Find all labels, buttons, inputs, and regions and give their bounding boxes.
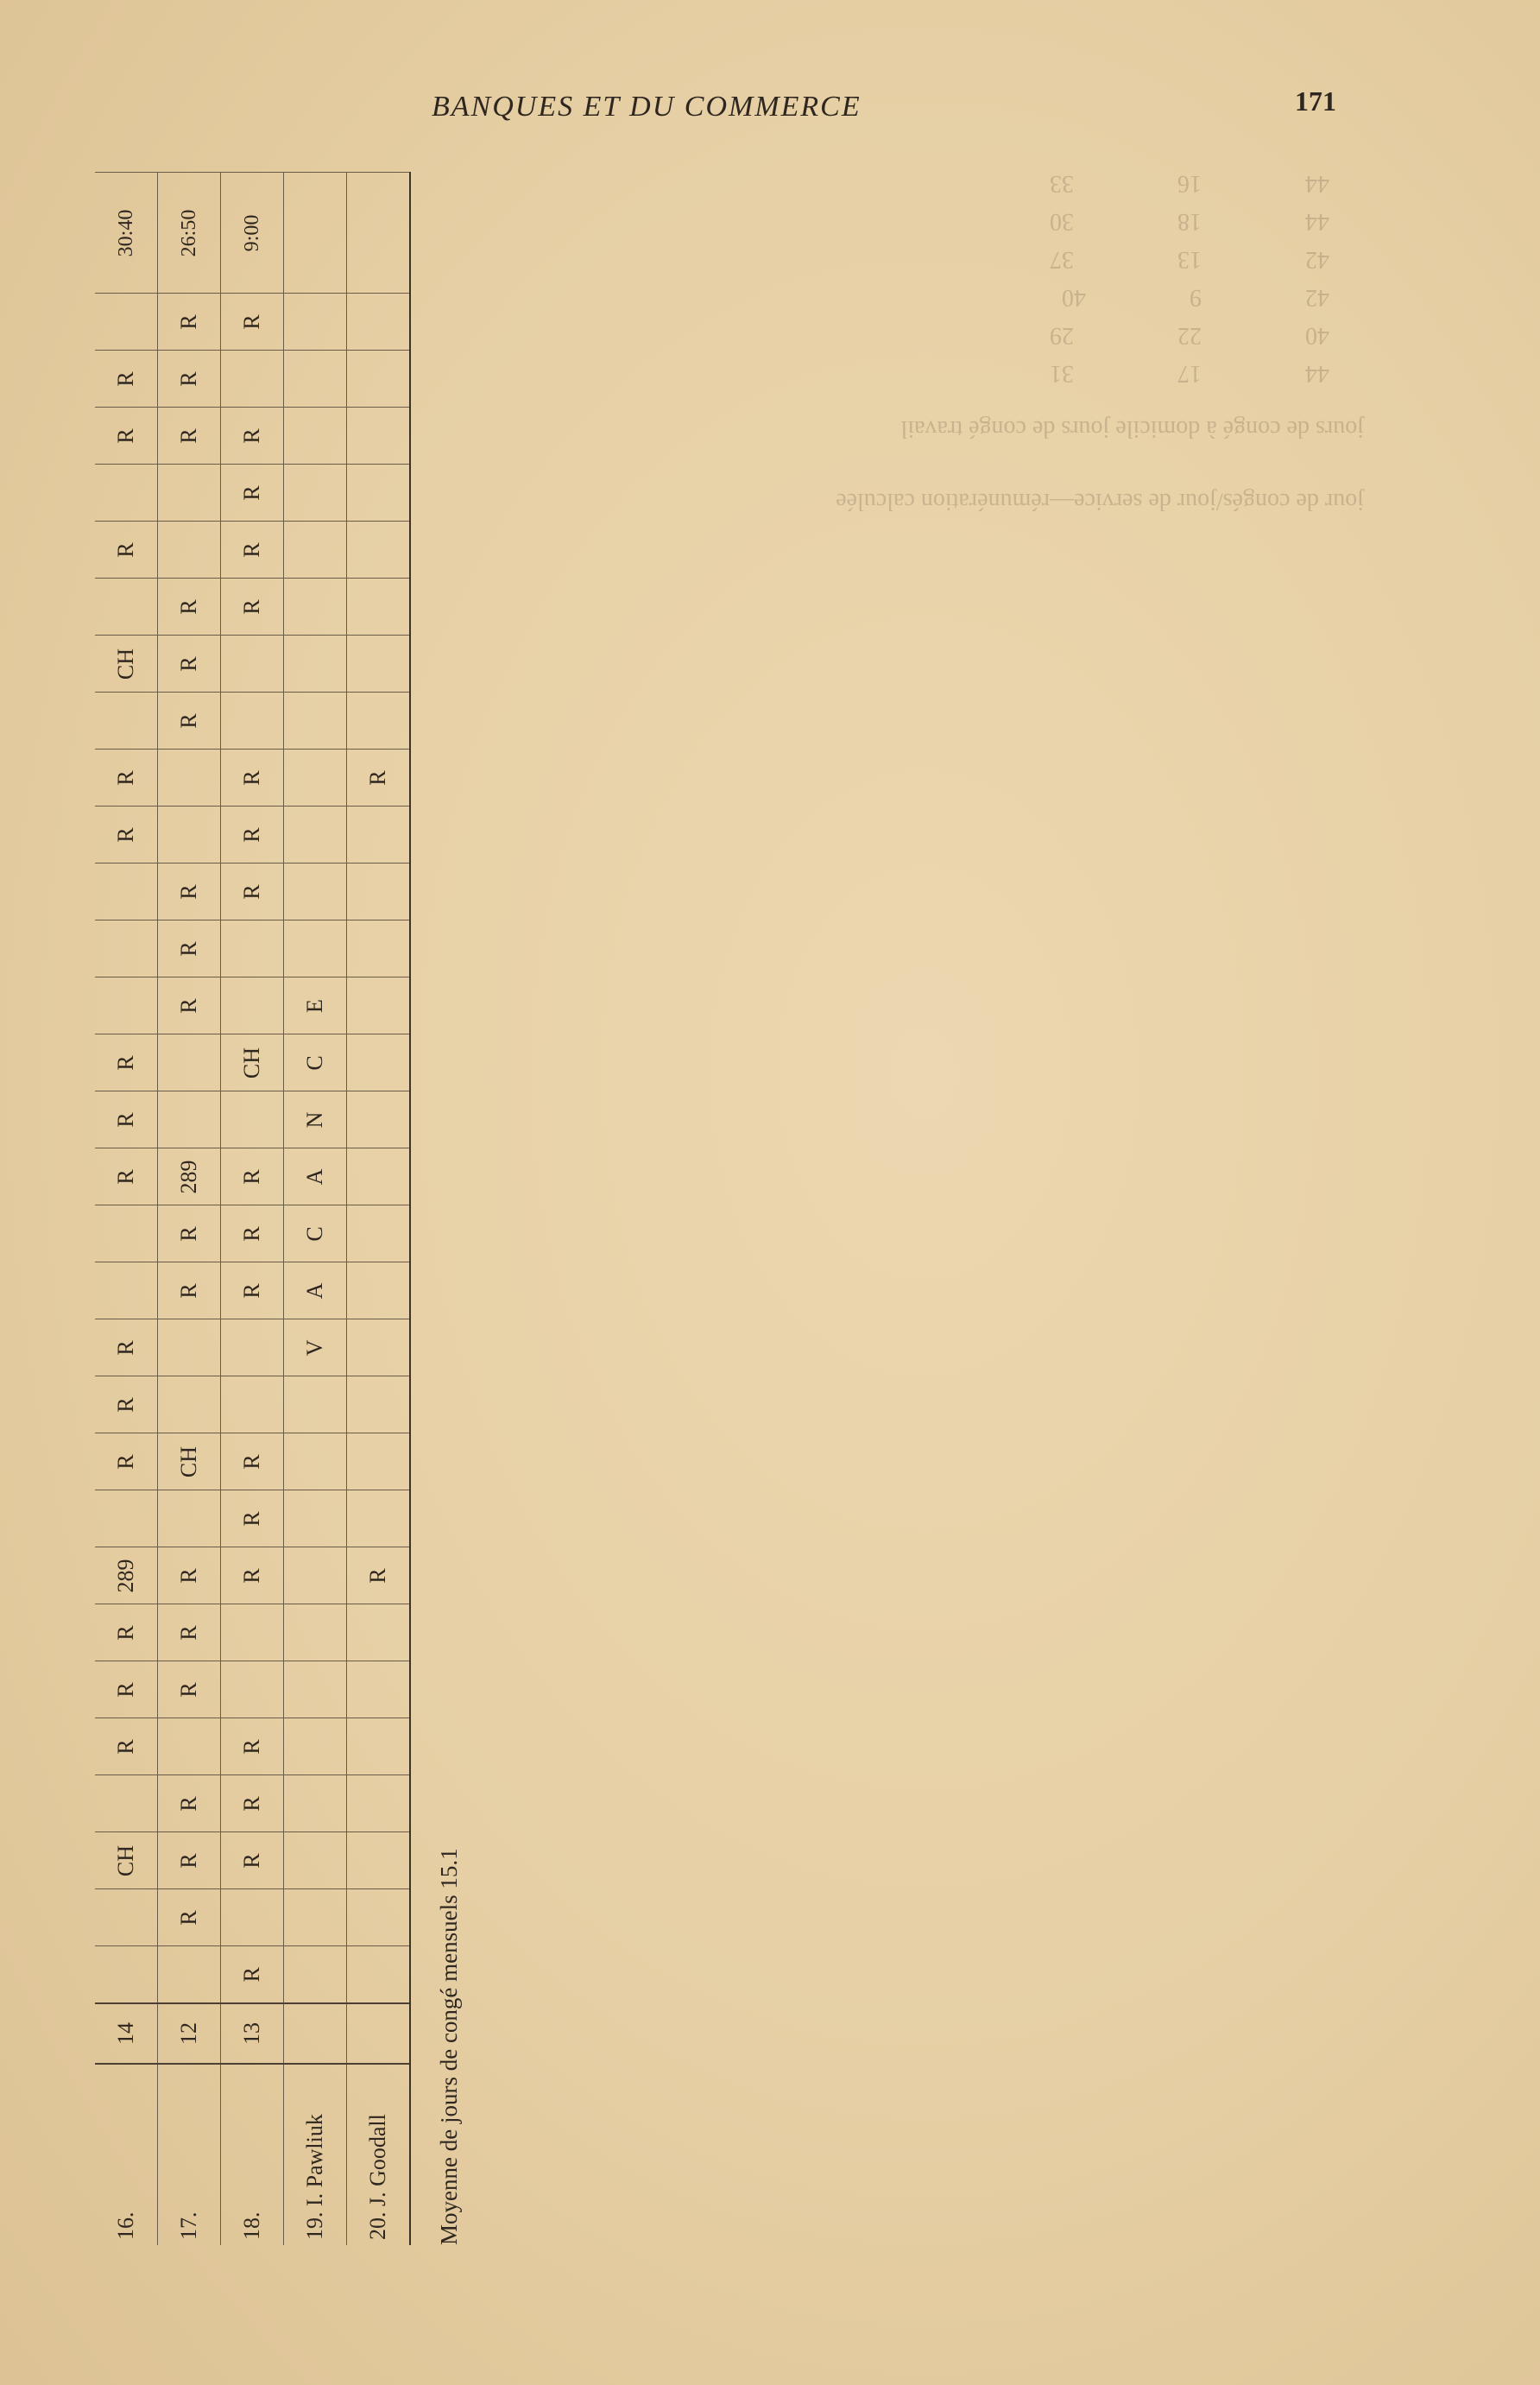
day-cell: [284, 920, 347, 977]
day-cell: [284, 1547, 347, 1604]
day-cell: R: [158, 693, 221, 750]
day-cell: R: [158, 1547, 221, 1604]
day-cell: R: [158, 1661, 221, 1718]
day-cell: CH: [158, 1433, 221, 1490]
bleed-row: [414, 240, 1329, 278]
bleed-value: 42: [1305, 284, 1329, 311]
day-cell: [158, 1034, 221, 1091]
day-cell: [158, 1718, 221, 1775]
day-cell: [284, 579, 347, 636]
day-cell: [284, 408, 347, 465]
day-cell: [347, 1319, 411, 1376]
row-total: [284, 173, 347, 294]
bleed-value: 22: [1177, 322, 1202, 349]
day-cell: [284, 1718, 347, 1775]
bleed-value: 13: [1177, 246, 1202, 273]
day-cell: [347, 351, 411, 408]
day-cell: [158, 807, 221, 864]
day-cell: [221, 977, 284, 1034]
rotated-attendance-table: [95, 173, 509, 2245]
day-cell: [347, 294, 411, 351]
day-cell: [347, 1262, 411, 1319]
bleed-value: 18: [1177, 208, 1202, 235]
day-cell: [221, 351, 284, 408]
bleed-heading: jour de congés/jour de service—rémunération calculée: [836, 488, 1364, 515]
day-cell: R: [95, 750, 158, 807]
day-cell: [284, 636, 347, 693]
day-cell: [284, 1490, 347, 1547]
day-cell: [95, 693, 158, 750]
row-total: 9:00: [221, 173, 284, 294]
day-cell: R: [95, 522, 158, 579]
attendance-table: [95, 173, 411, 2246]
day-cell: [347, 1490, 411, 1547]
day-cell: R: [158, 579, 221, 636]
row-label: 18.: [221, 2064, 284, 2245]
day-cell: R: [158, 920, 221, 977]
day-cell: [95, 1775, 158, 1832]
day-cell: [347, 977, 411, 1034]
day-cell: [95, 1889, 158, 1946]
day-cell: R: [158, 351, 221, 408]
running-head: [0, 85, 1540, 134]
day-cell: R: [221, 408, 284, 465]
day-cell: [95, 1490, 158, 1547]
day-cell: [95, 1205, 158, 1262]
day-cell: R: [221, 1490, 284, 1547]
bleed-subheading: jours de congé à domicile jours de congé travail: [900, 415, 1364, 442]
day-cell: N: [284, 1091, 347, 1148]
day-cell: [347, 1205, 411, 1262]
day-cell: [284, 807, 347, 864]
day-cell: [347, 1433, 411, 1490]
page-number: 171: [1295, 85, 1336, 117]
day-cell: [221, 1091, 284, 1148]
day-cell: R: [221, 807, 284, 864]
day-cell: R: [158, 1205, 221, 1262]
day-cell: CH: [221, 1034, 284, 1091]
day-cell: R: [221, 1946, 284, 2003]
bleed-value: 29: [1050, 322, 1074, 349]
day-cell: [221, 636, 284, 693]
bleed-row: [414, 164, 1329, 202]
day-cell: [158, 750, 221, 807]
day-cell: R: [221, 1547, 284, 1604]
day-cell: [347, 408, 411, 465]
day-cell: R: [95, 1376, 158, 1433]
row-number: 13: [221, 2003, 284, 2064]
day-cell: [284, 522, 347, 579]
day-cell: CH: [95, 1832, 158, 1889]
day-cell: R: [95, 1661, 158, 1718]
day-cell: E: [284, 977, 347, 1034]
day-cell: [284, 1889, 347, 1946]
day-cell: R: [158, 1832, 221, 1889]
day-cell: [158, 1490, 221, 1547]
day-cell: C: [284, 1205, 347, 1262]
day-cell: V: [284, 1319, 347, 1376]
day-cell: R: [221, 1205, 284, 1262]
day-cell: [347, 1775, 411, 1832]
day-cell: R: [221, 1775, 284, 1832]
day-cell: R: [221, 1433, 284, 1490]
day-cell: R: [221, 1718, 284, 1775]
day-cell: R: [221, 465, 284, 522]
day-cell: R: [95, 1034, 158, 1091]
day-cell: [95, 579, 158, 636]
day-cell: [95, 920, 158, 977]
day-cell: R: [158, 977, 221, 1034]
day-cell: R: [221, 294, 284, 351]
table-row: [221, 173, 284, 2245]
day-cell: [158, 465, 221, 522]
bleed-value: 44: [1305, 170, 1329, 197]
row-label: 16.: [95, 2064, 158, 2245]
day-cell: [347, 864, 411, 920]
day-cell: [284, 1832, 347, 1889]
day-cell: [347, 1376, 411, 1433]
day-cell: A: [284, 1148, 347, 1205]
day-cell: [95, 977, 158, 1034]
day-cell: [221, 1889, 284, 1946]
day-cell: [347, 1718, 411, 1775]
day-cell: [158, 1091, 221, 1148]
day-cell: R: [158, 636, 221, 693]
bleed-rows: [414, 164, 1364, 392]
day-cell: [95, 294, 158, 351]
running-title: BANQUES ET DU COMMERCE: [432, 91, 862, 123]
day-cell: [347, 1091, 411, 1148]
day-cell: [347, 636, 411, 693]
day-cell: [347, 920, 411, 977]
day-cell: [284, 1604, 347, 1661]
day-cell: [347, 1889, 411, 1946]
day-cell: 289: [158, 1148, 221, 1205]
day-cell: [284, 1376, 347, 1433]
row-total: [347, 173, 411, 294]
bleed-row: [414, 278, 1329, 316]
day-cell: [284, 1775, 347, 1832]
bleed-value: 31: [1050, 360, 1074, 387]
day-cell: [221, 1661, 284, 1718]
day-cell: R: [221, 579, 284, 636]
day-cell: [158, 1319, 221, 1376]
day-cell: [347, 522, 411, 579]
day-cell: R: [221, 1148, 284, 1205]
bleed-value: 33: [1050, 170, 1074, 197]
day-cell: [158, 522, 221, 579]
day-cell: [158, 1376, 221, 1433]
bleed-value: 40: [1305, 322, 1329, 349]
day-cell: R: [95, 1433, 158, 1490]
bleed-value: 17: [1177, 360, 1202, 387]
day-cell: R: [158, 1604, 221, 1661]
day-cell: [284, 864, 347, 920]
day-cell: R: [221, 1262, 284, 1319]
day-cell: [347, 579, 411, 636]
day-cell: R: [347, 750, 411, 807]
reverse-side-bleed: [414, 164, 1364, 520]
day-cell: [347, 1832, 411, 1889]
day-cell: [347, 807, 411, 864]
table-row: [284, 173, 347, 2245]
day-cell: [95, 864, 158, 920]
day-cell: [221, 693, 284, 750]
day-cell: [347, 1034, 411, 1091]
day-cell: R: [158, 408, 221, 465]
day-cell: A: [284, 1262, 347, 1319]
day-cell: 289: [95, 1547, 158, 1604]
day-cell: [347, 1946, 411, 2003]
row-label: 19. I. Pawliuk: [284, 2064, 347, 2245]
day-cell: R: [95, 1604, 158, 1661]
day-cell: R: [95, 351, 158, 408]
bleed-value: 42: [1305, 246, 1329, 273]
day-cell: [95, 1262, 158, 1319]
day-cell: R: [221, 750, 284, 807]
bleed-value: 30: [1050, 208, 1074, 235]
day-cell: [221, 1319, 284, 1376]
day-cell: R: [158, 1889, 221, 1946]
bleed-row: [414, 316, 1329, 354]
day-cell: [221, 1604, 284, 1661]
bleed-value: 37: [1050, 246, 1074, 273]
day-cell: R: [95, 408, 158, 465]
day-cell: R: [95, 807, 158, 864]
row-number: [284, 2003, 347, 2064]
day-cell: [284, 693, 347, 750]
day-cell: [284, 465, 347, 522]
bleed-value: 9: [1190, 284, 1202, 311]
day-cell: R: [347, 1547, 411, 1604]
day-cell: [95, 465, 158, 522]
day-cell: [347, 693, 411, 750]
day-cell: [347, 1661, 411, 1718]
day-cell: [347, 1604, 411, 1661]
table-row: [158, 173, 221, 2245]
day-cell: [95, 1946, 158, 2003]
row-label: 17.: [158, 2064, 221, 2245]
day-cell: [347, 465, 411, 522]
row-number: [347, 2003, 411, 2064]
day-cell: [347, 1148, 411, 1205]
day-cell: [284, 1661, 347, 1718]
bleed-value: 40: [1062, 284, 1086, 311]
bleed-value: 44: [1305, 208, 1329, 235]
day-cell: [284, 1433, 347, 1490]
day-cell: R: [221, 1832, 284, 1889]
row-total: 30:40: [95, 173, 158, 294]
day-cell: [158, 1946, 221, 2003]
day-cell: R: [158, 1262, 221, 1319]
day-cell: R: [95, 1091, 158, 1148]
day-cell: R: [158, 294, 221, 351]
day-cell: R: [95, 1718, 158, 1775]
monthly-average-note: Moyenne de jours de congé mensuels 15.1: [436, 1848, 462, 2245]
bleed-row: [414, 202, 1329, 240]
day-cell: [284, 351, 347, 408]
row-number: 12: [158, 2003, 221, 2064]
bleed-value: 16: [1177, 170, 1202, 197]
table-row: [347, 173, 411, 2245]
day-cell: [284, 750, 347, 807]
day-cell: R: [95, 1148, 158, 1205]
day-cell: R: [95, 1319, 158, 1376]
day-cell: [221, 1376, 284, 1433]
day-cell: [284, 294, 347, 351]
day-cell: R: [158, 1775, 221, 1832]
day-cell: R: [221, 864, 284, 920]
bleed-row: [414, 354, 1329, 392]
bleed-value: 44: [1305, 360, 1329, 387]
day-cell: [221, 920, 284, 977]
day-cell: [284, 1946, 347, 2003]
day-cell: R: [158, 864, 221, 920]
row-label: 20. J. Goodall: [347, 2064, 411, 2245]
day-cell: C: [284, 1034, 347, 1091]
day-cell: R: [221, 522, 284, 579]
row-number: 14: [95, 2003, 158, 2064]
row-total: 26:50: [158, 173, 221, 294]
day-cell: CH: [95, 636, 158, 693]
table-row: [95, 173, 158, 2245]
